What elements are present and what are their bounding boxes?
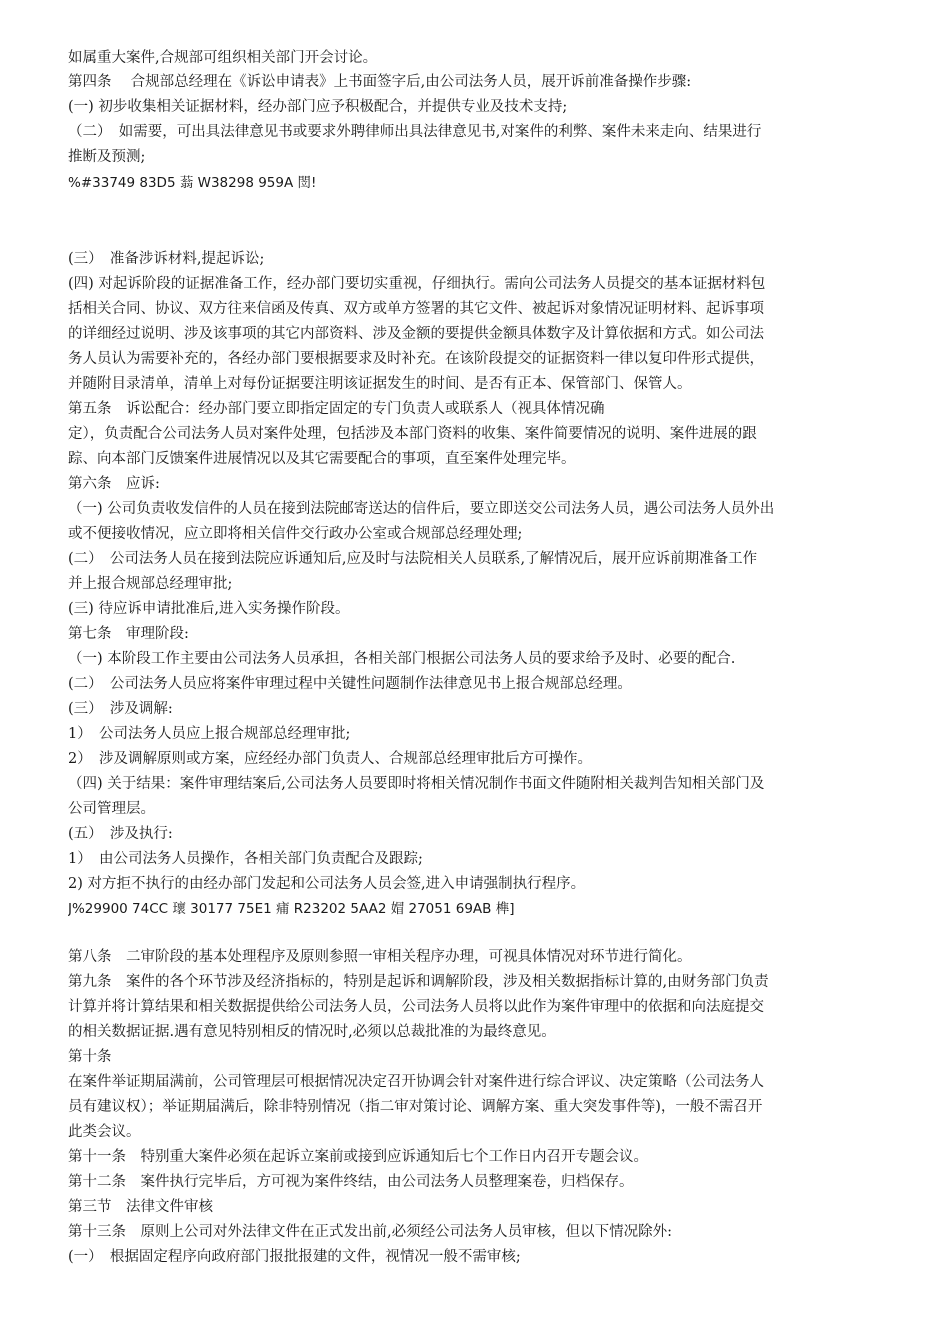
text-line: 并随附目录清单，清单上对每份证据要注明该证据发生的时间、是否有正本、保管部门、保管人。: [68, 376, 692, 392]
text-line: （二） 如需要，可出具法律意见书或要求外聘律师出具法律意见书,对案件的利弊、案件未来走向、结果进行: [68, 124, 762, 140]
text-line: (三） 准备涉诉材料,提起诉讼;: [68, 251, 265, 267]
text-line: 公司管理层。: [68, 801, 155, 817]
article-heading: 第八条 二审阶段的基本处理程序及原则参照一审相关程序办理，可视具体情况对环节进行简化。: [68, 949, 692, 965]
text-line: （一) 公司负责收发信件的人员在接到法院邮寄送达的信件后，要立即送交公司法务人员，遇公司法务人员外出: [68, 501, 775, 517]
text-line: 2) 对方拒不执行的由经办部门发起和公司法务人员会签,进入申请强制执行程序。: [68, 876, 586, 892]
text-line: 1） 公司法务人员应上报合规部总经理审批;: [68, 726, 351, 742]
article-heading: 第九条 案件的各个环节涉及经济指标的，特别是起诉和调解阶段，涉及相关数据指标计算的,由财务部门负责: [68, 974, 769, 990]
text-line: 务人员认为需要补充的，各经办部门要根据要求及时补充。在该阶段提交的证据资料一律以复印件形式提供，: [68, 351, 764, 367]
text-line: (四) 对起诉阶段的证据准备工作，经办部门要切实重视，仔细执行。需向公司法务人员提交的基本证据材料包: [68, 276, 766, 292]
article-heading: 第十二条 案件执行完毕后，方可视为案件终结，由公司法务人员整理案卷，归档保存。: [68, 1174, 634, 1190]
article-heading: 第四条 合规部总经理在《诉讼申请表》上书面签字后,由公司法务人员，展开诉前准备操作步骤:: [68, 74, 692, 90]
article-heading: 第六条 应诉:: [68, 476, 160, 492]
text-line: 1） 由公司法务人员操作，各相关部门负责配合及跟踪;: [68, 851, 423, 867]
text-line: （四) 关于结果：案件审理结案后,公司法务人员要即时将相关情况制作书面文件随附相关裁判告知相关部门及: [68, 776, 765, 792]
text-line: 此类会议。: [68, 1124, 141, 1140]
text-line: (三） 涉及调解:: [68, 701, 173, 717]
text-line: 并上报合规部总经理审批;: [68, 576, 233, 592]
article-heading: 第十条: [68, 1049, 112, 1065]
text-line: 计算并将计算结果和相关数据提供给公司法务人员，公司法务人员将以此作为案件审理中的依据和向法庭提交: [68, 999, 764, 1015]
article-heading: 第十一条 特别重大案件必须在起诉立案前或接到应诉通知后七个工作日内召开专题会议。: [68, 1149, 648, 1165]
text-line: (二） 公司法务人员在接到法院应诉通知后,应及时与法院相关人员联系,了解情况后，展开应诉前期准备工作: [68, 551, 758, 567]
article-heading: 第十三条 原则上公司对外法律文件在正式发出前,必须经公司法务人员审核，但以下情况除外:: [68, 1224, 672, 1240]
text-line: 括相关合同、协议、双方往来信函及传真、双方或单方签署的其它文件、被起诉对象情况证明材料、起诉事项: [68, 301, 764, 317]
section-heading: 第三节 法律文件审核: [68, 1199, 213, 1215]
text-line: (三) 待应诉申请批准后,进入实务操作阶段。: [68, 601, 350, 617]
article-heading: 第五条 诉讼配合：经办部门要立即指定固定的专门负责人或联系人（视具体情况确: [68, 401, 605, 417]
text-line: 的相关数据证据.遇有意见特别相反的情况时,必须以总裁批准的为最终意见。: [68, 1024, 556, 1040]
text-line: 或不便接收情况，应立即将相关信件交行政办公室或合规部总经理处理;: [68, 526, 523, 542]
text-line: (一） 根据固定程序向政府部门报批报建的文件，视情况一般不需审核;: [68, 1249, 521, 1265]
text-line: 踪、向本部门反馈案件进展情况以及其它需要配合的事项，直至案件处理完毕。: [68, 451, 576, 467]
text-line: (五） 涉及执行:: [68, 826, 173, 842]
text-line: 定），负责配合公司法务人员对案件处理，包括涉及本部门资料的收集、案件简要情况的说明、案件进展的跟: [68, 426, 757, 442]
text-line: 的详细经过说明、涉及该事项的其它内部资料、涉及金额的要提供金额具体数字及计算依据和方式。如公司法: [68, 326, 764, 342]
text-line: 员有建议权）；举证期届满后，除非特别情况（指二审对策讨论、调解方案、重大突发事件等)，一般不需召开: [68, 1099, 763, 1115]
text-line: 2） 涉及调解原则或方案，应经经办部门负责人、合规部总经理审批后方可操作。: [68, 751, 592, 767]
text-line: 如属重大案件,合规部可组织相关部门开会讨论。: [68, 50, 378, 66]
text-line: 在案件举证期届满前，公司管理层可根据情况决定召开协调会针对案件进行综合评议、决定策略（公司法务人: [68, 1074, 764, 1090]
text-line: (一) 初步收集相关证据材料，经办部门应予积极配合，并提供专业及技术支持;: [68, 99, 568, 115]
text-line: （一) 本阶段工作主要由公司法务人员承担，各相关部门根据公司法务人员的要求给予及时、必要的配合.: [68, 651, 736, 667]
article-heading: 第七条 审理阶段:: [68, 626, 189, 642]
text-line: (二） 公司法务人员应将案件审理过程中关键性问题制作法律意见书上报合规部总经理。: [68, 676, 632, 692]
code-line: J%29900 74CC 瓌 30177 75E1 痡 R23202 5AA2 媢 27051 69AB 榫]: [68, 901, 515, 917]
code-line: %#33749 83D5 蓊 W38298 959A 閚!: [68, 175, 317, 191]
text-line: 推断及预测;: [68, 149, 146, 165]
